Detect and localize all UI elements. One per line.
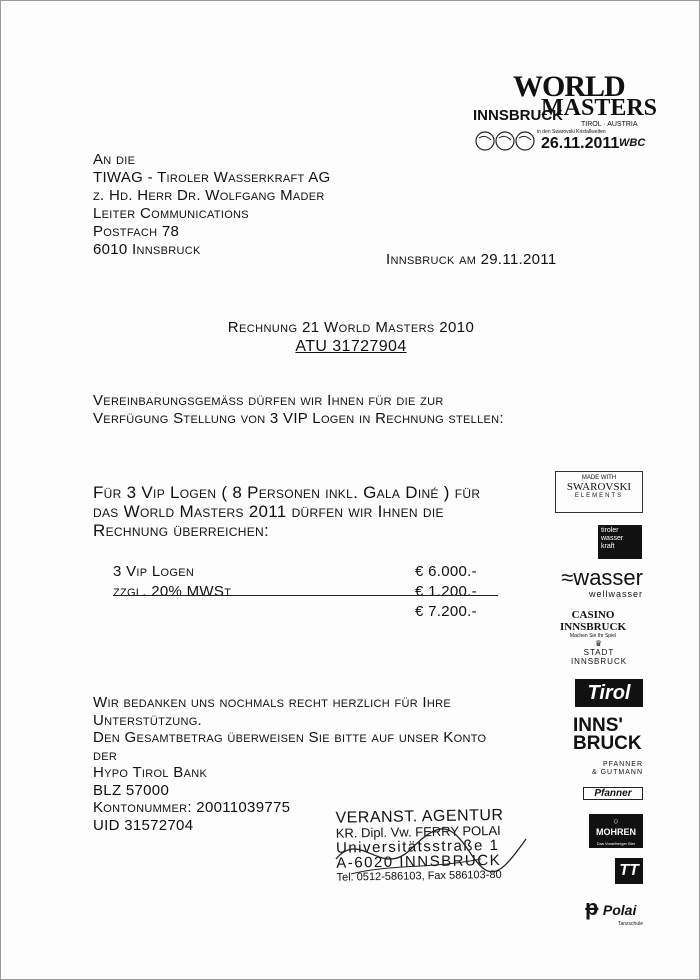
logo-tagline: in den Swarovski Kristallwelten: [537, 129, 606, 135]
logo-masters: MASTERS: [541, 95, 658, 121]
body-line: das World Masters 2011 dürfen wir Ihnen die: [93, 502, 444, 521]
polai-mark-icon: ᵽ: [585, 895, 599, 920]
address-line: TIWAG - Tiroler Wasserkraft AG: [93, 169, 331, 186]
wasser-logo: ≈wasser wellwasser: [561, 565, 643, 599]
stamp-line: A-6020 INNSBRUCK: [336, 851, 502, 872]
closing-line: Wir bedanken uns nochmals recht herzlich für Ihre: [93, 694, 452, 711]
tiroler-wasserkraft-logo: tiroler wasser kraft: [598, 525, 642, 559]
intro-line: Vereinbarungsgemäss dürfen wir Ihnen für die zur: [93, 392, 444, 409]
item-label: zzgl. 20% MWSt: [113, 582, 232, 600]
closing-line: UID 31572704: [93, 816, 194, 834]
address-line: An die: [93, 151, 136, 168]
world-masters-logo: [469, 70, 658, 156]
body-line: Für 3 Vip Logen ( 8 Personen inkl. Gala Diné ) für: [93, 483, 481, 502]
mohren-emblem-icon: ○: [613, 816, 619, 826]
address-line: Postfach 78: [93, 223, 180, 240]
stamp-line: Universitätsstraße 1: [335, 836, 500, 857]
stamp-line: Tel. 0512-586103, Fax 586103-80: [336, 868, 502, 884]
intro-text: [93, 392, 504, 428]
stamp-heading: VERANST. AGENTUR: [335, 806, 504, 827]
line-item: [113, 561, 503, 581]
tt-logo: TT: [615, 858, 643, 884]
closing-line: Kontonummer: 20011039775: [93, 799, 291, 816]
stamp-line: KR. Dipl. Vw. FERRY POLAI: [335, 822, 501, 841]
swarovski-logo: MADE WITH SWAROVSKI ELEMENTS: [555, 471, 643, 513]
line-item: [113, 581, 503, 601]
address-line: 6010 Innsbruck: [93, 241, 201, 258]
logo-date: 26.11.2011: [541, 135, 620, 152]
crest-icon: ♛: [594, 639, 604, 648]
item-label: 3 Vip Logen: [113, 562, 195, 580]
subtotal-rule: [113, 595, 498, 596]
pfanner-gutmann-logo: PFANNER & GUTMANN: [592, 761, 643, 776]
closing-line: Den Gesamtbetrag überweisen Sie bitte auf unser Konto: [93, 729, 487, 746]
line-item-total: [113, 601, 503, 621]
logo-city: INNSBRUCK: [473, 107, 563, 124]
address-line: Leiter Communications: [93, 205, 249, 222]
invoice-title: Rechnung 21 World Masters 2010: [227, 319, 475, 336]
polai-logo: ᵽ Polai Tanzschule: [585, 895, 643, 927]
signature-icon: [331, 819, 531, 889]
date-line: Innsbruck am 29.11.2011: [386, 251, 557, 268]
item-amount: € 1.200.-: [415, 582, 477, 600]
closing-line: Unterstützung.: [93, 711, 203, 729]
logo-world: WORLD: [513, 70, 625, 103]
tirol-logo: Tirol: [575, 679, 643, 707]
wbc-badge: WBC: [619, 137, 646, 149]
pfanner-logo: Pfanner: [583, 787, 643, 800]
logo-region: TIROL · AUSTRIA: [581, 121, 638, 128]
address-line: z. Hd. Herr Dr. Wolfgang Mader: [93, 187, 325, 204]
closing-line: BLZ 57000: [93, 781, 170, 799]
line-items: [113, 561, 503, 621]
casino-logo: CASINO INNSBRUCK Machen Sie Ihr Spiel: [559, 609, 626, 639]
intro-line: Verfügung Stellung von 3 VIP Logen in Rechnung stellen:: [93, 410, 504, 427]
body-line: Rechnung überreichen:: [93, 521, 270, 540]
invoice-title-block: [1, 319, 700, 356]
body-text: [93, 483, 480, 540]
recipient-address: [93, 151, 330, 259]
total-amount: € 7.200.-: [415, 602, 477, 620]
stadt-innsbruck-logo: ♛ STADT INNSBRUCK: [555, 639, 643, 666]
innsbruck-logo: INNS' BRUCK: [573, 715, 642, 754]
vat-id: ATU 31727904: [295, 338, 407, 355]
closing-line: der: [93, 746, 118, 764]
closing-line: Hypo Tirol Bank: [93, 764, 208, 781]
item-amount: € 6.000.-: [415, 562, 477, 580]
mohren-logo: ○ MOHREN Das Vorarlberger Bier: [589, 814, 643, 848]
